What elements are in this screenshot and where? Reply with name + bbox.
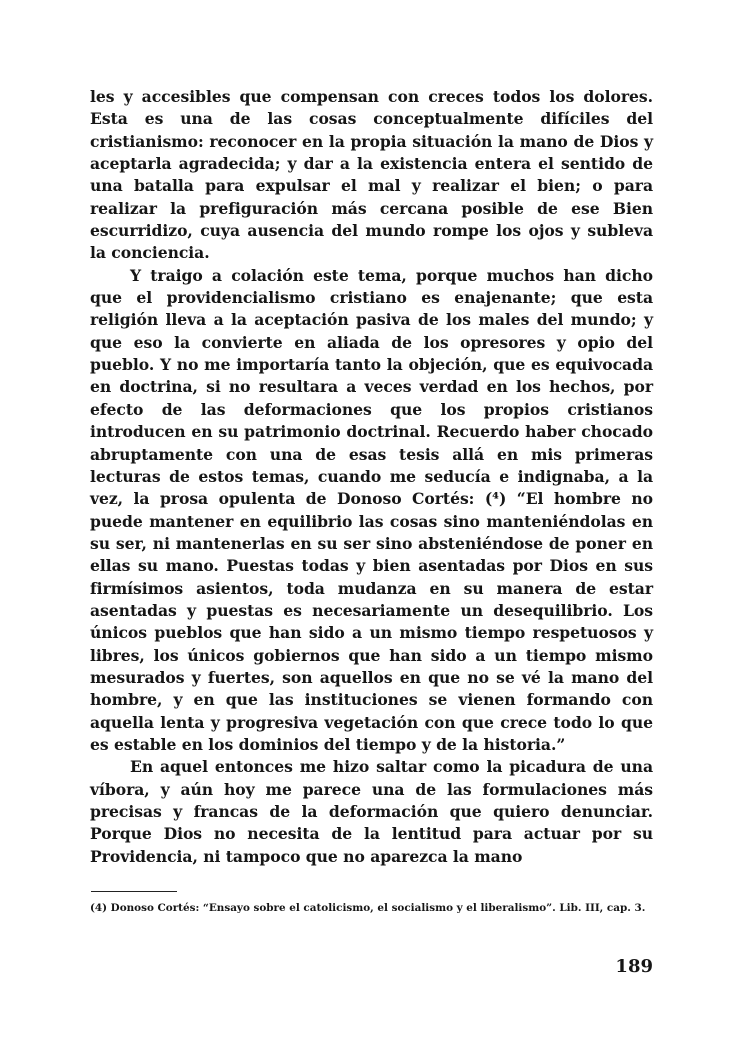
paragraph-2: Y traigo a colación este tema, porque muchos han dicho que el providencialismo cristiano es enajenante; que esta religión lleva a la aceptación pasiva de los males del mundo; y que eso la convierte en aliada de los opresores y opio del pueblo. Y no me importaría tanto la objeción, que es equivocada en doctrina, si no resultara a veces verdad en los hechos, por efecto de las deformaciones que los propios cristianos introducen en su patrimonio doctrinal. Recuerdo haber chocado abruptamente con una de esas tesis allá en mis primeras lecturas de estos temas, cuando me seducía e indignaba, a la vez, la prosa opulenta de Donoso Cortés: (⁴) “El hombre no puede mantener en equilibrio las cosas sino manteniéndolas en su ser, ni mantenerlas en su ser sino absteniéndose de poner en ellas su mano. Puestas todas y bien asentadas por Dios en sus firmísimos asientos, toda mudanza en su manera de estar asentadas y puestas es necesariamente un desequilibrio. Los únicos pueblos que han sido a un mismo tiempo respetuosos y libres, los únicos gobiernos que han sido a un tiempo mismo mesurados y fuertes, son aquellos en que no se vé la mano del hombre, y en que las instituciones se vienen formando con aquella lenta y progresiva vegetación con que crece todo lo que es estable en los dominios del tiempo y de la historia.” (90, 265, 653, 754)
body-text (90, 86, 653, 868)
page-number: 189 (615, 956, 653, 977)
paragraph-3: En aquel entonces me hizo saltar como la picadura de una víbora, y aún hoy me parece una de las formulaciones más precisas y francas de la deformación que quiero denunciar. Porque Dios no necesita de la lentitud para actuar por su Providencia, ni tampoco que no aparezca la mano (90, 757, 653, 866)
paragraph-1: les y accesibles que compensan con creces todos los dolores. Esta es una de las cosas conceptualmente difíciles del cristianismo: reconocer en la propia situación la mano de Dios y aceptarla agradecida; y dar a la existencia entera el sentido de una batalla para expulsar el mal y realizar el bien; o para realizar la prefiguración más cercana posible de ese Bien escurridizo, cuya ausencia del mundo rompe los ojos y subleva la conciencia. (90, 87, 653, 263)
footnote-divider (91, 891, 177, 892)
footnote (90, 900, 653, 917)
footnote-text: (4) Donoso Cortés: “Ensayo sobre el catolicismo, el socialismo y el liberalismo”. Lib. III, cap. 3. (90, 902, 646, 914)
